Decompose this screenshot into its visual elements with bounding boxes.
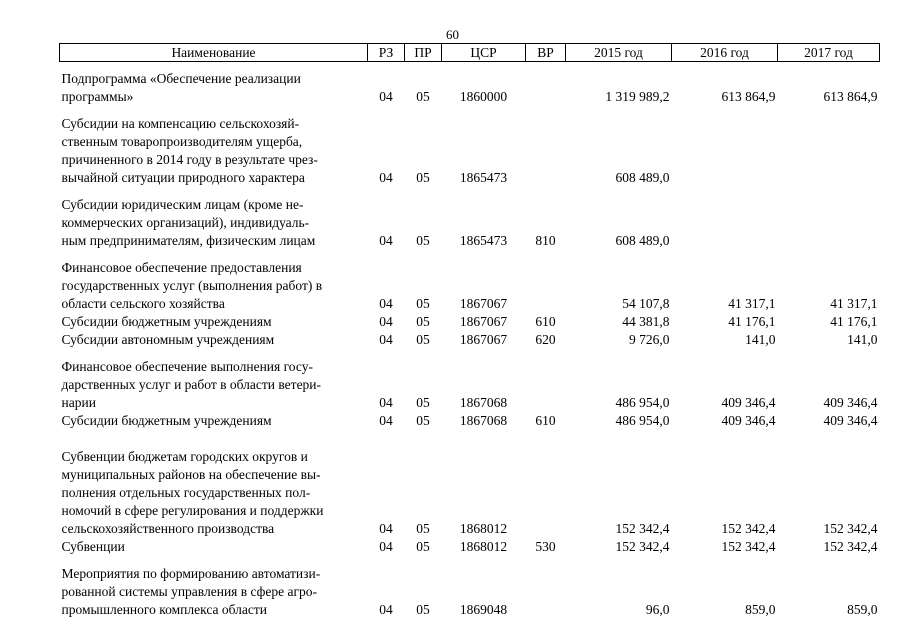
- row-2015: 608 489,0: [615, 170, 670, 185]
- row-csr: 1867067: [459, 314, 508, 329]
- table-row: [60, 349, 880, 412]
- row-pr: 05: [416, 413, 430, 428]
- row-name: [60, 187, 368, 250]
- row-name-line: Субсидии бюджетным учреждениям: [61, 413, 272, 428]
- header-csr: ЦСР: [442, 44, 526, 62]
- row-2015: 9 726,0: [629, 332, 670, 347]
- row-name: [60, 106, 368, 187]
- row-name: [60, 331, 368, 349]
- row-csr: 1865473: [459, 170, 508, 185]
- row-2016: 613 864,9: [721, 89, 776, 104]
- row-vr: [526, 430, 566, 538]
- row-pr: 05: [416, 233, 430, 248]
- row-vr: 530: [535, 539, 556, 554]
- row-name: [60, 313, 368, 331]
- row-name-line: Субвенции: [61, 539, 125, 554]
- row-rz: 04: [379, 539, 393, 554]
- row-name-line: вычайной ситуации природного характера: [61, 170, 305, 185]
- header-rz: РЗ: [368, 44, 405, 62]
- row-2016: 41 176,1: [728, 314, 776, 329]
- row-rz: 04: [379, 332, 393, 347]
- row-name-line: Субсидии бюджетным учреждениям: [61, 314, 272, 329]
- row-pr: 05: [416, 314, 430, 329]
- row-2017: 859,0: [847, 602, 878, 617]
- row-2015: 608 489,0: [615, 233, 670, 248]
- row-2017: 41 317,1: [830, 296, 878, 311]
- row-2015: 486 954,0: [615, 395, 670, 410]
- row-csr: 1867068: [459, 395, 508, 410]
- row-vr: [526, 556, 566, 619]
- row-pr: 05: [416, 170, 430, 185]
- row-rz: 04: [379, 233, 393, 248]
- row-pr: 05: [416, 296, 430, 311]
- row-2017: 141,0: [847, 332, 878, 347]
- row-csr: 1865473: [459, 233, 508, 248]
- row-vr: [526, 62, 566, 107]
- row-csr: 1867067: [459, 332, 508, 347]
- row-2016: [672, 187, 778, 250]
- row-2017: [778, 187, 880, 250]
- row-name-line: коммерческих организаций), индивидуаль-: [61, 215, 310, 230]
- table-row: [60, 430, 880, 538]
- row-2016: 141,0: [745, 332, 776, 347]
- row-csr: 1868012: [459, 539, 508, 554]
- row-2015: 152 342,4: [615, 539, 670, 554]
- row-vr: [526, 250, 566, 313]
- row-rz: 04: [379, 296, 393, 311]
- row-vr: 620: [535, 332, 556, 347]
- header-name: Наименование: [60, 44, 368, 62]
- row-name-line: ным предпринимателям, физическим лицам: [61, 233, 316, 248]
- row-name-line: Субсидии юридическим лицам (кроме не-: [61, 197, 304, 212]
- row-name: [60, 538, 368, 556]
- row-name-line: государственных услуг (выполнения работ) в: [61, 278, 323, 293]
- row-name-line: Мероприятия по формированию автоматизи-: [61, 566, 321, 581]
- row-vr: 610: [535, 314, 556, 329]
- row-rz: 04: [379, 170, 393, 185]
- row-pr: 05: [416, 395, 430, 410]
- header-2016: 2016 год: [672, 44, 778, 62]
- row-name: [60, 430, 368, 538]
- row-pr: 05: [416, 89, 430, 104]
- row-2015: 54 107,8: [622, 296, 670, 311]
- row-vr: [526, 349, 566, 412]
- row-name-line: причиненного в 2014 году в результате чрез-: [61, 152, 318, 167]
- row-name: [60, 250, 368, 313]
- row-2015: 96,0: [645, 602, 670, 617]
- row-2016: [672, 106, 778, 187]
- row-2017: [778, 106, 880, 187]
- table-row: [60, 412, 880, 430]
- row-rz: 04: [379, 413, 393, 428]
- table-body: [60, 62, 880, 620]
- row-2016: 859,0: [745, 602, 776, 617]
- row-2017: 409 346,4: [823, 395, 878, 410]
- row-pr: 05: [416, 521, 430, 536]
- row-2017: 152 342,4: [823, 539, 878, 554]
- table-row: [60, 313, 880, 331]
- row-vr: [526, 106, 566, 187]
- row-vr: 810: [535, 233, 556, 248]
- row-csr: 1867067: [459, 296, 508, 311]
- table-row: [60, 250, 880, 313]
- row-name-line: Субвенции бюджетам городских округов и: [61, 449, 308, 464]
- row-2017: 613 864,9: [823, 89, 878, 104]
- row-name: [60, 349, 368, 412]
- header-2015: 2015 год: [566, 44, 672, 62]
- table-row: [60, 331, 880, 349]
- row-name: [60, 62, 368, 107]
- row-2016: 41 317,1: [728, 296, 776, 311]
- row-2015: 486 954,0: [615, 413, 670, 428]
- row-name-line: области сельского хозяйства: [61, 296, 225, 311]
- row-name-line: рованной системы управления в сфере агро-: [61, 584, 318, 599]
- row-name-line: полнения отдельных государственных пол-: [61, 485, 311, 500]
- row-name: [60, 412, 368, 430]
- row-name-line: промышленного комплекса области: [61, 602, 267, 617]
- row-2015: 152 342,4: [615, 521, 670, 536]
- header-pr: ПР: [405, 44, 442, 62]
- header-vr: ВР: [526, 44, 566, 62]
- row-rz: 04: [379, 395, 393, 410]
- row-name-line: Финансовое обеспечение предоставления: [61, 260, 302, 275]
- table-row: [60, 187, 880, 250]
- row-2016: 152 342,4: [721, 521, 776, 536]
- row-csr: 1868012: [459, 521, 508, 536]
- row-pr: 05: [416, 539, 430, 554]
- row-2016: 409 346,4: [721, 395, 776, 410]
- row-vr: 610: [535, 413, 556, 428]
- row-rz: 04: [379, 314, 393, 329]
- row-name-line: номочий в сфере регулирования и поддержки: [61, 503, 324, 518]
- row-name-line: Субсидии автономным учреждениям: [61, 332, 275, 347]
- table-header-row: [60, 44, 880, 62]
- row-2015: 1 319 989,2: [605, 89, 670, 104]
- row-name-line: программы»: [61, 89, 134, 104]
- row-name-line: ственным товаропроизводителям ущерба,: [61, 134, 303, 149]
- row-name-line: дарственных услуг и работ в области ветери-: [61, 377, 322, 392]
- row-2016: 409 346,4: [721, 413, 776, 428]
- row-pr: 05: [416, 602, 430, 617]
- table-row: [60, 62, 880, 107]
- row-csr: 1860000: [459, 89, 508, 104]
- row-name-line: Подпрограмма «Обеспечение реализации: [61, 71, 301, 86]
- row-2015: 44 381,8: [622, 314, 670, 329]
- table-row: [60, 556, 880, 619]
- row-2016: 152 342,4: [721, 539, 776, 554]
- row-rz: 04: [379, 521, 393, 536]
- table-row: [60, 538, 880, 556]
- row-rz: 04: [379, 89, 393, 104]
- row-rz: 04: [379, 602, 393, 617]
- row-csr: 1869048: [459, 602, 508, 617]
- budget-table: [59, 43, 880, 619]
- row-2017: 409 346,4: [823, 413, 878, 428]
- row-name-line: сельскохозяйственного производства: [61, 521, 275, 536]
- page-number: 60: [446, 27, 459, 42]
- table-row: [60, 106, 880, 187]
- row-name-line: Субсидии на компенсацию сельскохозяй-: [61, 116, 300, 131]
- row-csr: 1867068: [459, 413, 508, 428]
- row-2017: 41 176,1: [830, 314, 878, 329]
- row-name-line: нарии: [61, 395, 96, 410]
- row-name: [60, 556, 368, 619]
- row-pr: 05: [416, 332, 430, 347]
- header-2017: 2017 год: [778, 44, 880, 62]
- row-2017: 152 342,4: [823, 521, 878, 536]
- row-name-line: муниципальных районов на обеспечение вы-: [61, 467, 321, 482]
- row-name-line: Финансовое обеспечение выполнения госу-: [61, 359, 313, 374]
